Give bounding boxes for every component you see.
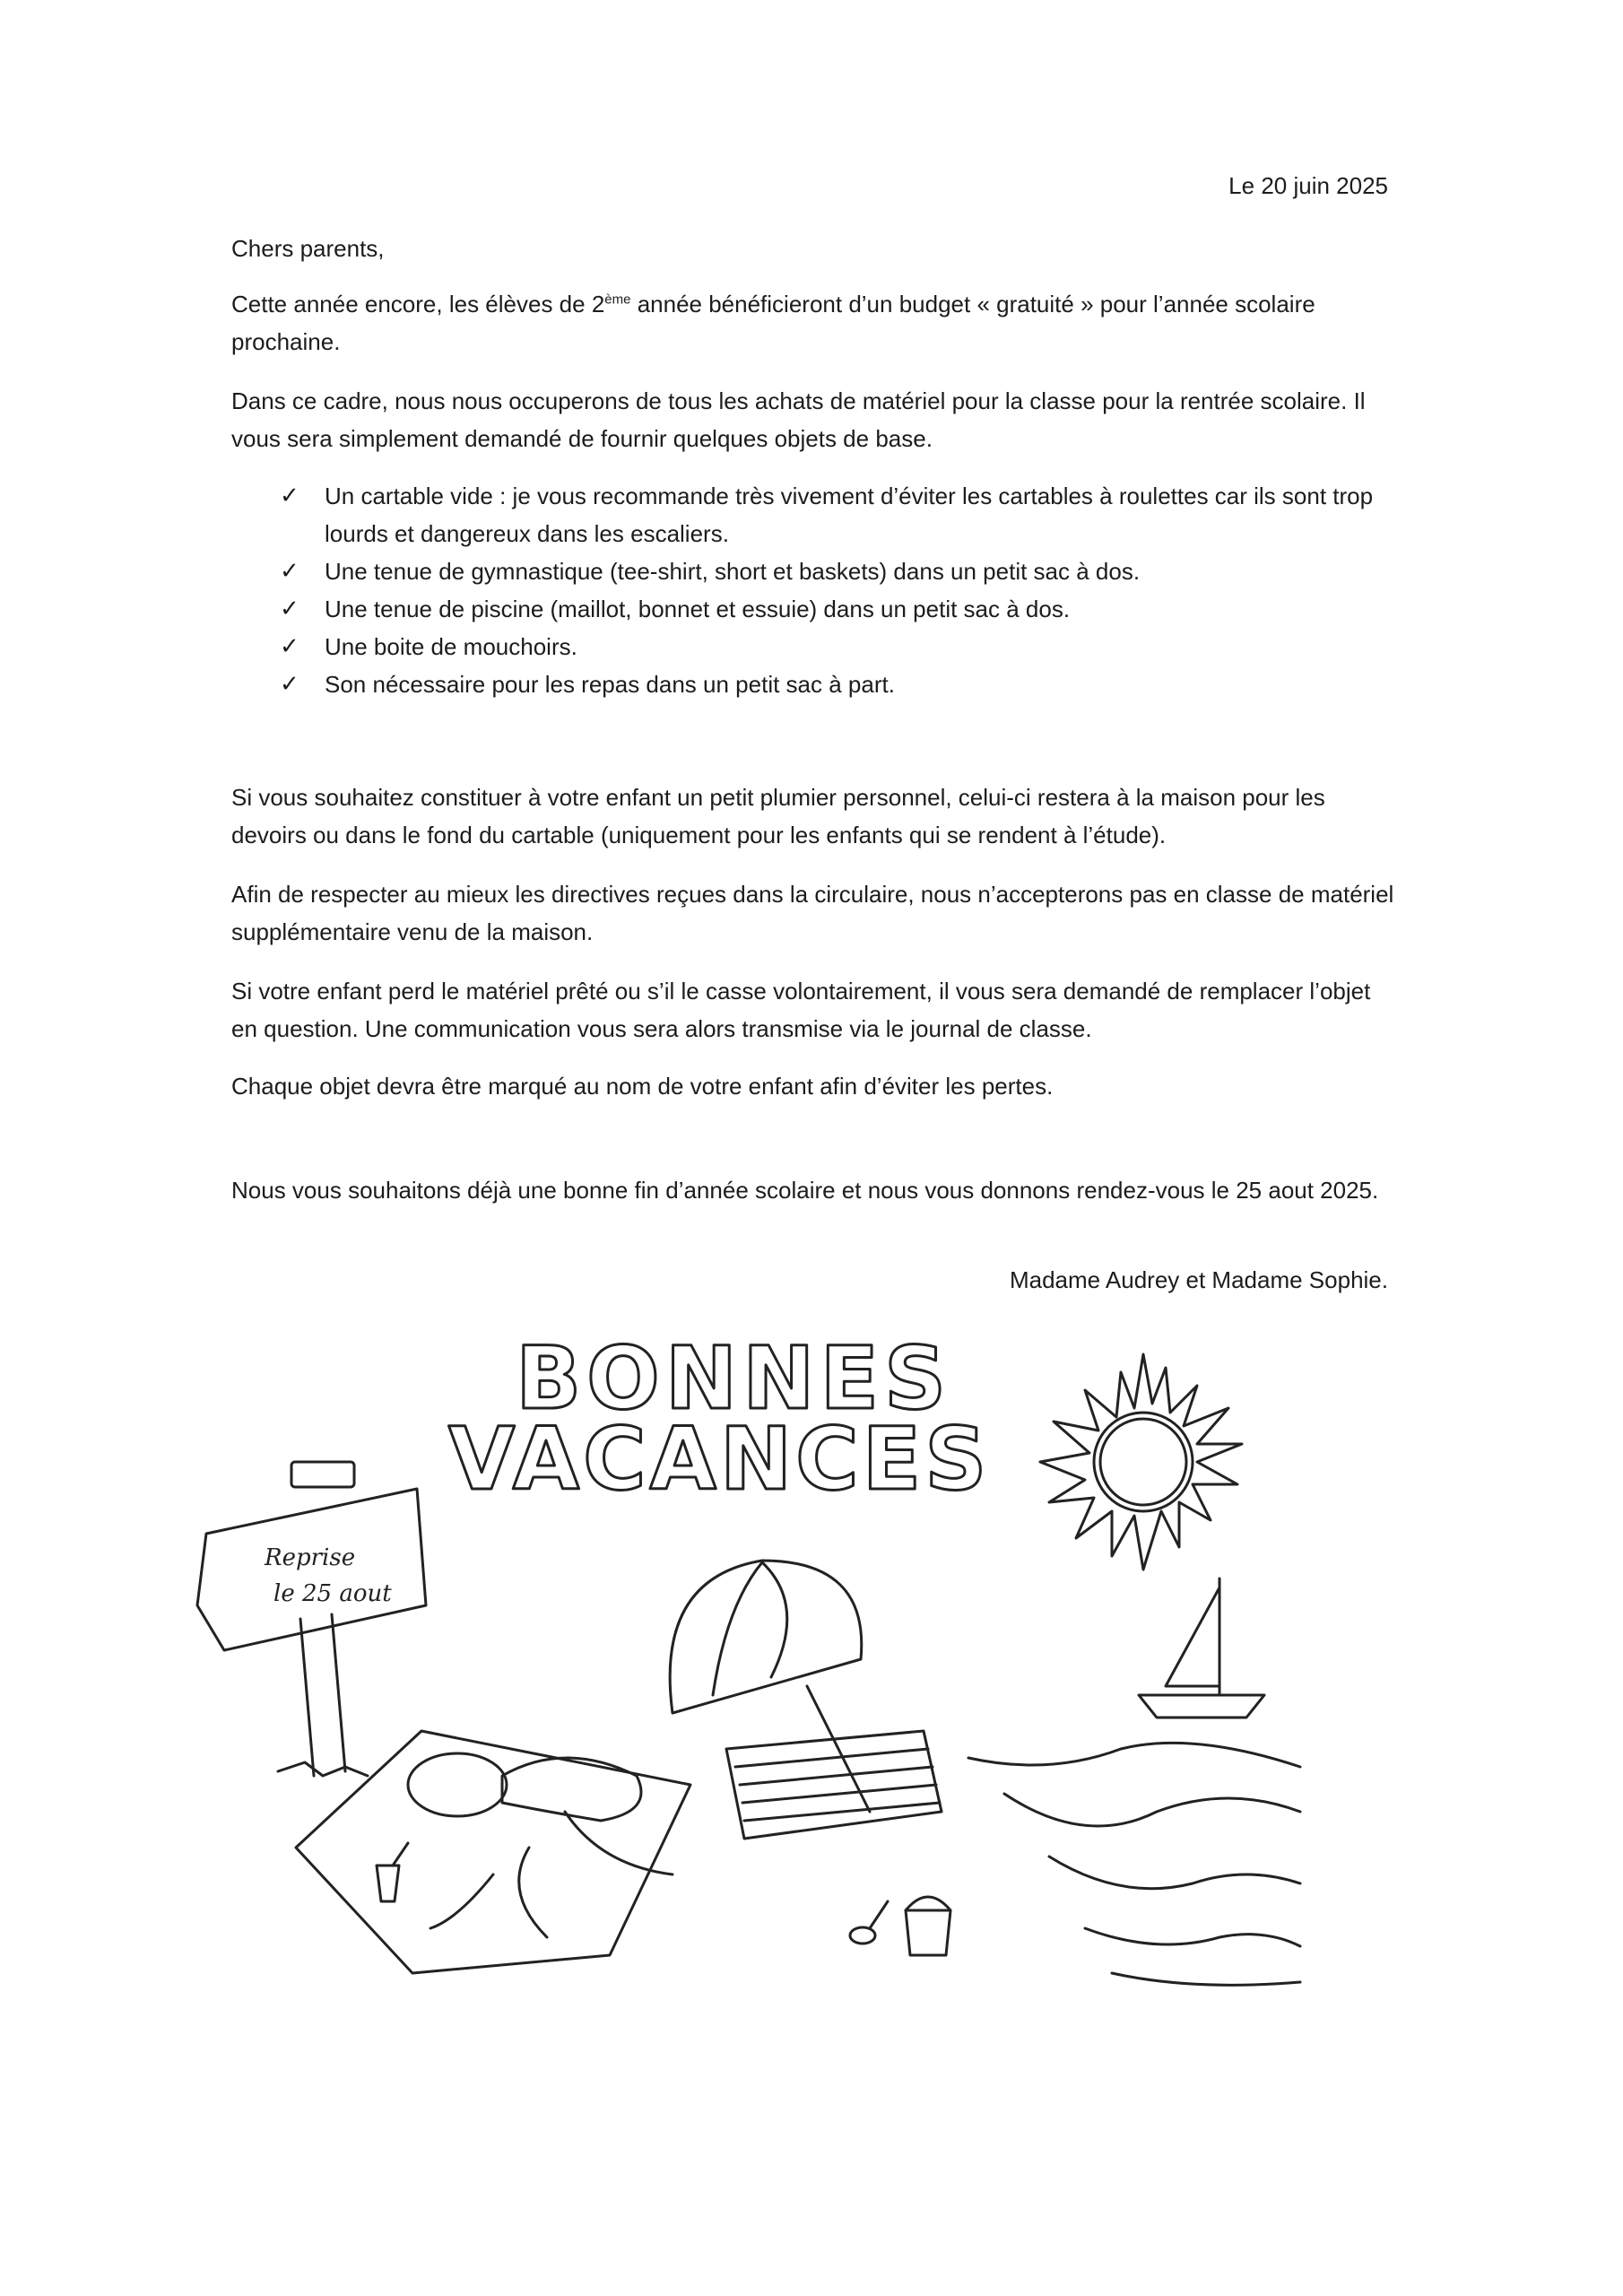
umbrella-icon: [670, 1561, 870, 1812]
salutation: Chers parents,: [231, 235, 385, 262]
sunbathing-animal-icon: [296, 1731, 690, 1973]
supplies-list: [280, 477, 1401, 703]
sun-icon: [1040, 1354, 1242, 1570]
title-bonnes: BONNES: [516, 1328, 952, 1429]
sign-line-1: Reprise: [265, 1544, 356, 1571]
sailboat-icon: [1139, 1578, 1264, 1718]
checkmark-icon: ✓: [280, 596, 299, 622]
intro-superscript: ème: [604, 291, 631, 308]
list-item-text: Une boite de mouchoirs.: [325, 633, 577, 660]
striped-towel-icon: [726, 1731, 942, 1839]
list-item: [280, 628, 1401, 665]
paragraph-directives: [231, 875, 1397, 970]
checkmark-icon: ✓: [280, 671, 299, 698]
checkmark-icon: ✓: [280, 558, 299, 585]
signature: Madame Audrey et Madame Sophie.: [1009, 1266, 1388, 1293]
list-item: [280, 552, 1401, 590]
list-item: [280, 477, 1401, 552]
paragraph-purchases-text: Dans ce cadre, nous nous occuperons de tous les achats de matériel pour la classe pour la rentrée scolaire. Il vous sera simplement demandé de fournir quelques objets de base.: [231, 387, 1366, 452]
paragraph-pencil-case-text: Si vous souhaitez constituer à votre enfant un petit plumier personnel, celui-ci restera à la maison pour les devoirs ou dans le fond du cartable (uniquement pour les enfants qui se rendent à l’étude).: [231, 784, 1325, 848]
paragraph-pencil-case: [231, 778, 1397, 874]
list-item-text: Une tenue de gymnastique (tee-shirt, short et baskets) dans un petit sac à dos.: [325, 558, 1141, 585]
sign-line-2: le 25 aout: [273, 1580, 392, 1607]
list-item-text: Une tenue de piscine (maillot, bonnet et essuie) dans un petit sac à dos.: [325, 596, 1071, 622]
intro-text-2: année bénéficieront d’un budget « gratuité » pour l’année scolaire prochaine.: [231, 291, 1315, 355]
intro-paragraph: [231, 285, 1397, 380]
vacation-illustration: [188, 1309, 1354, 2009]
bucket-icon: [906, 1897, 950, 1955]
paragraph-purchases: [231, 382, 1397, 477]
signpost-icon: [197, 1462, 426, 1776]
sea-waves-icon: [968, 1743, 1300, 1985]
paragraph-closing: [231, 1171, 1397, 1229]
paragraph-labeling-text: Chaque objet devra être marqué au nom de votre enfant afin d’éviter les pertes.: [231, 1073, 1054, 1100]
drink-cup-icon: [377, 1843, 408, 1901]
paragraph-lost-material: [231, 972, 1397, 1067]
checkmark-icon: ✓: [280, 483, 299, 509]
letter-date: Le 20 juin 2025: [1228, 172, 1388, 199]
list-item-text: Son nécessaire pour les repas dans un petit sac à part.: [325, 671, 895, 698]
paragraph-labeling: [231, 1067, 1397, 1125]
list-item-text: Un cartable vide : je vous recommande très vivement d’éviter les cartables à roulettes car ils sont trop lourds et dangereux dans les escaliers.: [325, 483, 1374, 547]
intro-text-1: Cette année encore, les élèves de 2: [231, 291, 605, 317]
paragraph-lost-material-text: Si votre enfant perd le matériel prêté ou s’il le casse volontairement, il vous sera demandé de remplacer l’objet en question. Une communication vous sera alors transmise via le journal de classe.: [231, 978, 1371, 1042]
paragraph-closing-text: Nous vous souhaitons déjà une bonne fin d’année scolaire et nous vous donnons rendez-vous le 25 aout 2025.: [231, 1177, 1379, 1204]
paragraph-directives-text: Afin de respecter au mieux les directives reçues dans la circulaire, nous n’accepterons pas en classe de matériel supplémentaire venu de la maison.: [231, 881, 1394, 945]
title-vacances: VACANCES: [448, 1409, 991, 1509]
shovel-icon: [850, 1901, 888, 1944]
list-item: [280, 590, 1401, 628]
checkmark-icon: ✓: [280, 633, 299, 660]
list-item: [280, 665, 1401, 703]
